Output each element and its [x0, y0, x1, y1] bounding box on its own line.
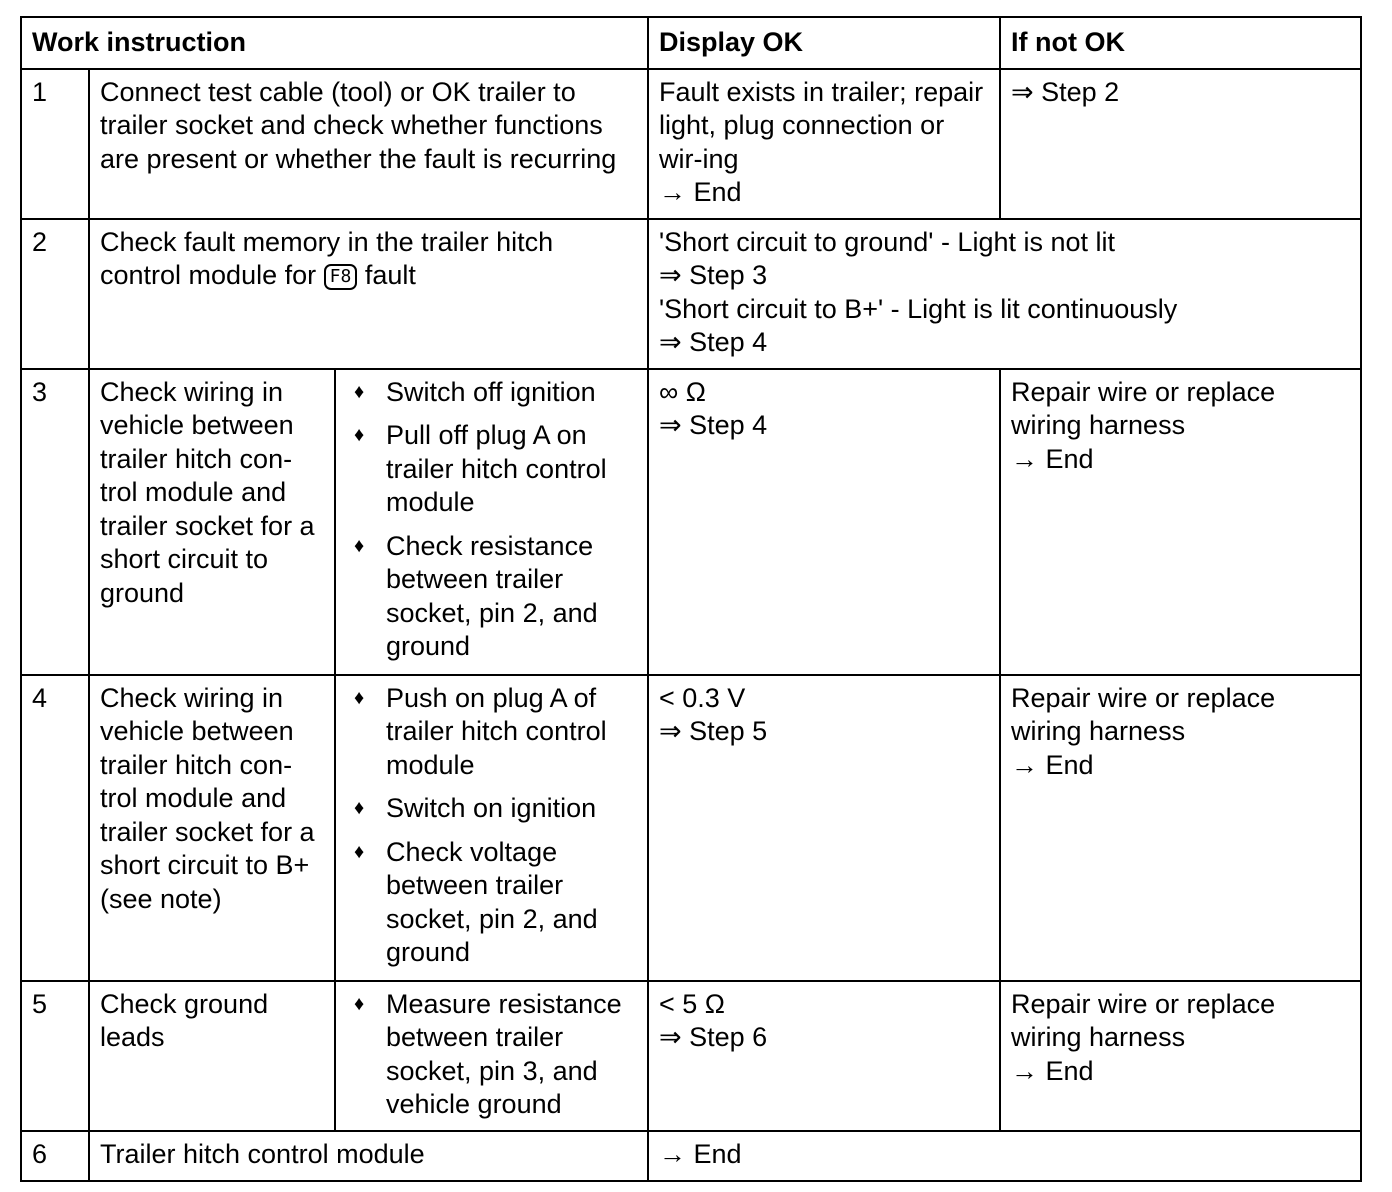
- list-item: [346, 419, 637, 520]
- step-display-ok: [648, 69, 1000, 219]
- procedure-text: Check voltage between trailer socket, pin 2, and ground: [386, 836, 598, 967]
- display-ok-line: ⇒ Step 5: [659, 716, 768, 746]
- diamond-bullet-icon: ♦: [354, 992, 365, 1015]
- procedure-text: Switch off ignition: [386, 376, 596, 407]
- instruction-text: fault: [364, 260, 416, 290]
- display-ok-line: ∞ Ω: [659, 376, 706, 407]
- diamond-bullet-icon: ♦: [354, 380, 365, 403]
- diamond-bullet-icon: ♦: [354, 424, 365, 446]
- step-if-not-ok: [1000, 369, 1361, 675]
- diamond-bullet-icon: ♦: [354, 840, 365, 863]
- step-display-ok: [648, 219, 1361, 369]
- display-ok-line: → End: [659, 1138, 742, 1169]
- table-row: [21, 675, 1361, 981]
- if-not-ok-line: → End: [1011, 1055, 1094, 1086]
- table-row: [21, 1131, 1361, 1181]
- if-not-ok-line: → End: [1011, 443, 1094, 474]
- list-item: [346, 836, 637, 970]
- display-ok-line: 'Short circuit to ground' - Light is not lit: [659, 226, 1116, 257]
- step-instruction: Connect test cable (tool) or OK trailer to trailer socket and check whether functions are present or whether the fault is recurring: [89, 69, 648, 219]
- if-not-ok-line: Repair wire or replace wiring harness: [1011, 682, 1276, 746]
- display-ok-line: ⇒ Step 3: [659, 260, 768, 290]
- step-number: 5: [21, 981, 89, 1131]
- if-not-ok-line: Repair wire or replace wiring harness: [1011, 988, 1276, 1052]
- display-ok-line: ⇒ Step 4: [659, 327, 768, 357]
- step-if-not-ok: [1000, 675, 1361, 981]
- table-row: [21, 69, 1361, 219]
- step-procedure: [335, 675, 648, 981]
- list-item: [346, 376, 637, 410]
- if-not-ok-line: ⇒ Step 2: [1011, 76, 1120, 107]
- display-ok-line: ⇒ Step 4: [659, 410, 768, 440]
- table-row: [21, 369, 1361, 675]
- step-instruction: Check ground leads: [89, 981, 335, 1131]
- step-number: 1: [21, 69, 89, 219]
- step-instruction: Check wiring in vehicle between trailer hitch con-trol module and trailer socket for a short circuit to ground: [89, 369, 335, 675]
- list-item: [346, 530, 637, 664]
- step-number: 3: [21, 369, 89, 675]
- if-not-ok-line: Repair wire or replace wiring harness: [1011, 376, 1276, 440]
- diamond-bullet-icon: ♦: [354, 797, 365, 819]
- display-ok-line: → End: [659, 177, 742, 207]
- step-instruction: Check wiring in vehicle between trailer hitch con-trol module and trailer socket for a short circuit to B+ (see note): [89, 675, 335, 981]
- step-procedure: [335, 981, 648, 1131]
- header-row: [21, 17, 1361, 69]
- procedure-text: Switch on ignition: [386, 793, 597, 823]
- table-row: [21, 219, 1361, 369]
- procedure-list: [346, 988, 637, 1122]
- procedure-text: Push on plug A of trailer hitch control module: [386, 682, 607, 780]
- display-ok-line: < 5 Ω: [659, 988, 725, 1019]
- step-number: 2: [21, 219, 89, 369]
- step-display-ok: [648, 981, 1000, 1131]
- instruction-text: Check fault memory in the trailer hitch control module for: [100, 226, 554, 290]
- step-number: 6: [21, 1131, 89, 1181]
- procedure-text: Check resistance between trailer socket, pin 2, and ground: [386, 530, 598, 661]
- work-instruction-table: [20, 16, 1362, 1182]
- step-display-ok: [648, 1131, 1361, 1181]
- procedure-text: Measure resistance between trailer socket, pin 3, and vehicle ground: [386, 988, 622, 1119]
- step-instruction: [89, 219, 648, 369]
- diamond-bullet-icon: ♦: [354, 534, 365, 557]
- procedure-list: [346, 376, 637, 664]
- fault-code-keycap: F8: [324, 264, 358, 290]
- if-not-ok-line: → End: [1011, 749, 1094, 780]
- step-number: 4: [21, 675, 89, 981]
- diamond-bullet-icon: ♦: [354, 686, 365, 709]
- header-work-instruction: Work instruction: [21, 17, 648, 69]
- display-ok-line: Fault exists in trailer; repair light, plug connection or wir-ing: [659, 76, 984, 174]
- list-item: [346, 682, 637, 783]
- step-if-not-ok: [1000, 69, 1361, 219]
- list-item: [346, 792, 637, 826]
- display-ok-line: 'Short circuit to B+' - Light is lit continuously: [659, 293, 1178, 324]
- display-ok-line: ⇒ Step 6: [659, 1022, 768, 1052]
- step-instruction: Trailer hitch control module: [89, 1131, 648, 1181]
- procedure-list: [346, 682, 637, 970]
- table-row: [21, 981, 1361, 1131]
- step-procedure: [335, 369, 648, 675]
- header-if-not-ok: If not OK: [1000, 17, 1361, 69]
- step-display-ok: [648, 675, 1000, 981]
- procedure-text: Pull off plug A on trailer hitch control module: [386, 420, 607, 517]
- display-ok-line: < 0.3 V: [659, 682, 746, 713]
- step-if-not-ok: [1000, 981, 1361, 1131]
- header-display-ok: Display OK: [648, 17, 1000, 69]
- list-item: [346, 988, 637, 1122]
- step-display-ok: [648, 369, 1000, 675]
